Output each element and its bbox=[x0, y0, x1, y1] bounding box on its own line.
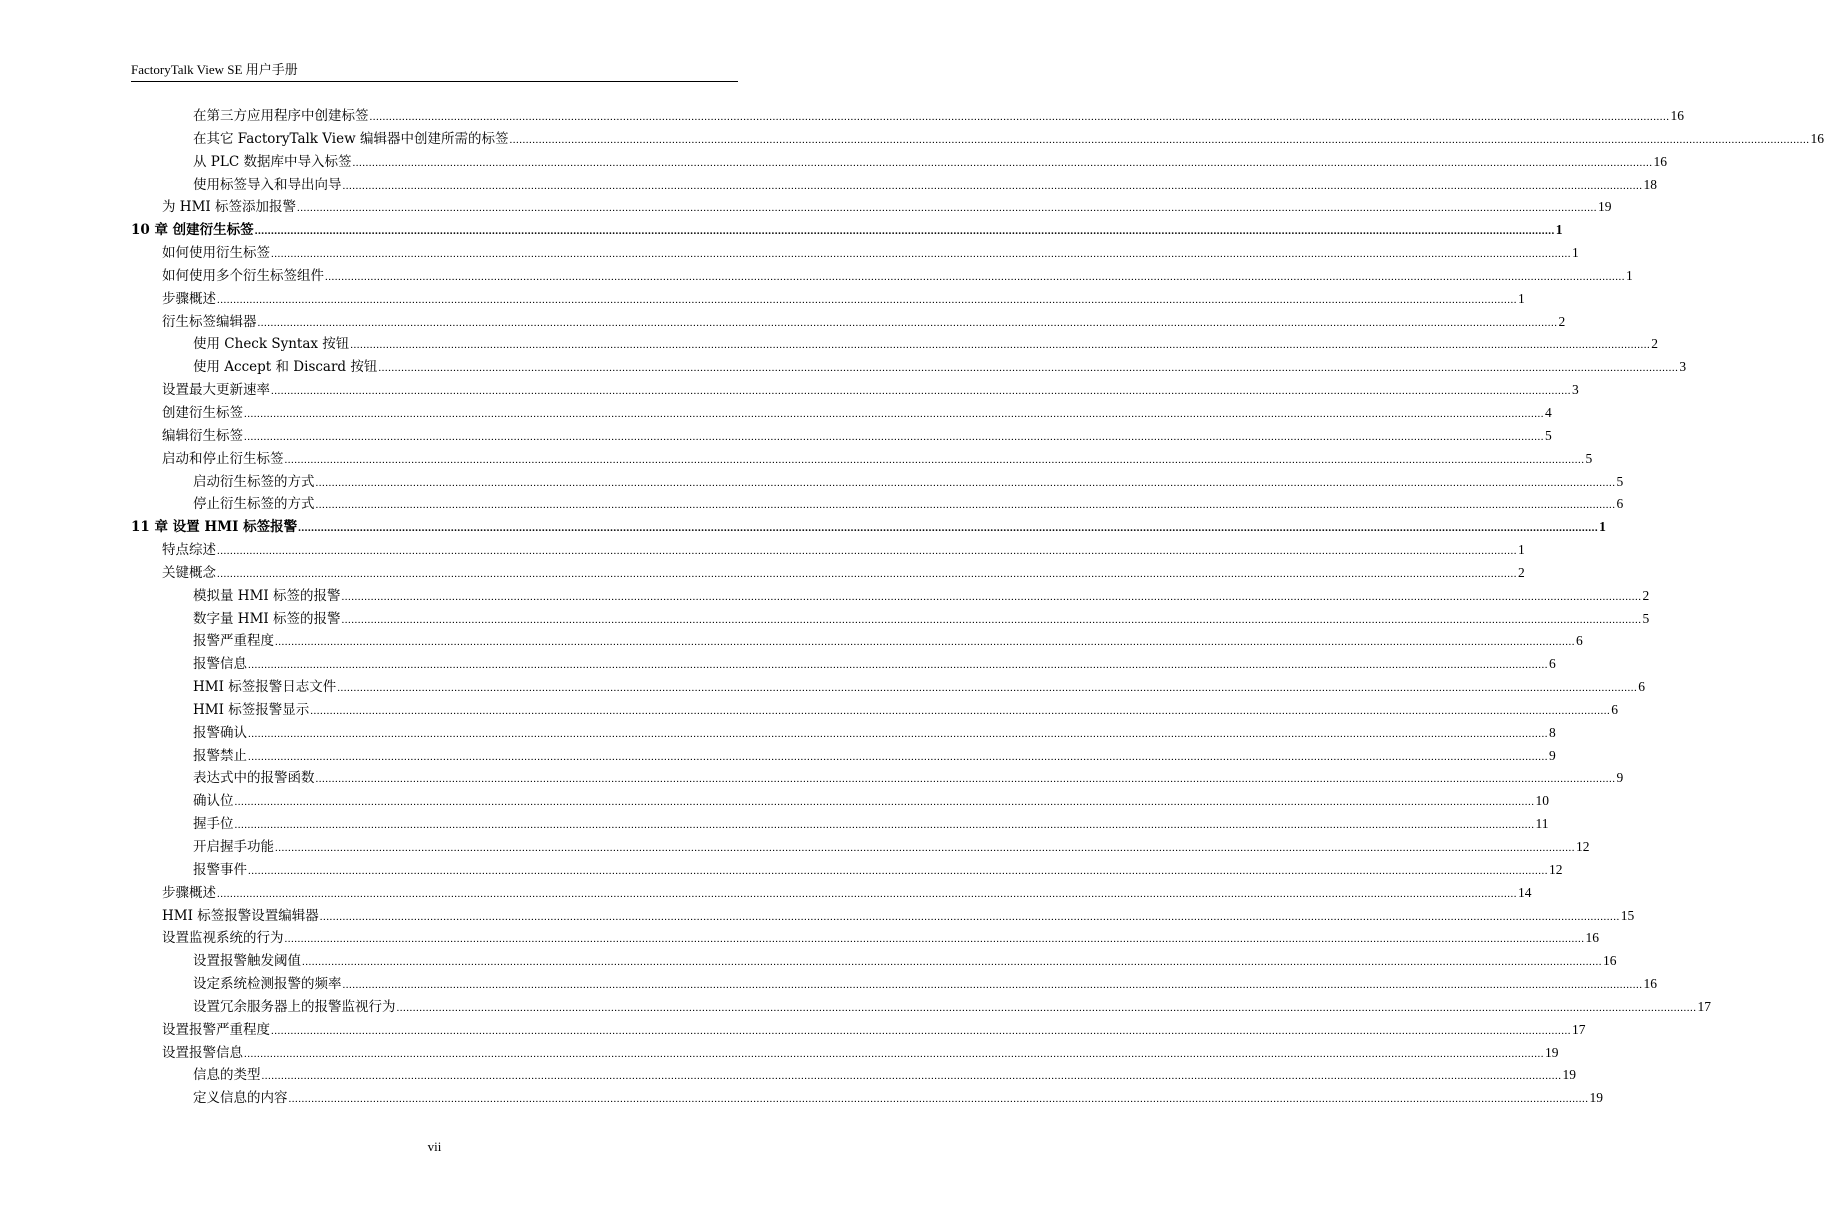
dot-leader: ................................................................................................................................................................................................................................................................................................................................................................................................................ bbox=[342, 979, 1643, 992]
toc-entry[interactable] bbox=[193, 790, 1549, 813]
toc-entry[interactable] bbox=[193, 973, 1657, 996]
toc-entry-title: 步骤概述 bbox=[162, 290, 216, 307]
toc-entry-page-number: 1 bbox=[1572, 245, 1579, 261]
toc-entry[interactable] bbox=[193, 1064, 1576, 1087]
toc-entry-title: 使用标签导入和导出向导 bbox=[193, 176, 342, 193]
toc-entry[interactable] bbox=[193, 174, 1657, 197]
dot-leader: ................................................................................................................................................................................................................................................................................................................................................................................................................ bbox=[315, 773, 1616, 786]
dot-leader: ................................................................................................................................................................................................................................................................................................................................................................................................................ bbox=[284, 453, 1585, 466]
toc-entry-title: 模拟量 HMI 标签的报警 bbox=[193, 587, 341, 604]
dot-leader: ................................................................................................................................................................................................................................................................................................................................................................................................................ bbox=[244, 407, 1544, 420]
toc-entry-title: 在其它 FactoryTalk View 编辑器中创建所需的标签 bbox=[193, 130, 509, 147]
toc-entry[interactable] bbox=[193, 151, 1667, 174]
header-rule bbox=[131, 81, 738, 82]
dot-leader: ................................................................................................................................................................................................................................................................................................................................................................................................................ bbox=[342, 179, 1643, 192]
toc-entry[interactable] bbox=[162, 242, 1579, 265]
toc-entry-title: HMI 标签报警显示 bbox=[193, 701, 310, 718]
toc-entry[interactable] bbox=[193, 676, 1645, 699]
dot-leader: ................................................................................................................................................................................................................................................................................................................................................................................................................ bbox=[350, 339, 1651, 352]
dot-leader: ................................................................................................................................................................................................................................................................................................................................................................................................................ bbox=[288, 1093, 1589, 1106]
dot-leader: ................................................................................................................................................................................................................................................................................................................................................................................................................ bbox=[234, 796, 1535, 809]
toc-entry-title: 为 HMI 标签添加报警 bbox=[162, 199, 297, 216]
toc-chapter-entry[interactable] bbox=[131, 219, 1563, 242]
toc-entry-title: 启动和停止衍生标签 bbox=[162, 450, 284, 467]
dot-leader: ................................................................................................................................................................................................................................................................................................................................................................................................................ bbox=[352, 156, 1653, 169]
toc-entry-page-number: 17 bbox=[1697, 998, 1711, 1014]
toc-entry-title: 报警信息 bbox=[193, 656, 247, 673]
dot-leader: ................................................................................................................................................................................................................................................................................................................................................................................................................ bbox=[378, 362, 1679, 375]
toc-entry-page-number: 16 bbox=[1585, 930, 1599, 946]
toc-entry-page-number: 6 bbox=[1549, 656, 1556, 672]
toc-entry-title: 设置最大更新速率 bbox=[162, 382, 270, 399]
toc-entry[interactable] bbox=[193, 653, 1556, 676]
toc-entry[interactable] bbox=[162, 402, 1552, 425]
dot-leader: ................................................................................................................................................................................................................................................................................................................................................................................................................ bbox=[217, 293, 1517, 306]
toc-entry-page-number: 3 bbox=[1572, 382, 1579, 398]
toc-entry[interactable] bbox=[162, 196, 1612, 219]
dot-leader: ................................................................................................................................................................................................................................................................................................................................................................................................................ bbox=[369, 111, 1670, 123]
toc-entry-title: HMI 标签报警日志文件 bbox=[193, 679, 337, 696]
toc-entry-page-number: 15 bbox=[1620, 907, 1635, 923]
dot-leader: ................................................................................................................................................................................................................................................................................................................................................................................................................ bbox=[319, 910, 1620, 923]
toc-entry-title: 如何使用衍生标签 bbox=[162, 245, 270, 262]
toc-entry-page-number: 17 bbox=[1572, 1021, 1586, 1037]
toc-entry[interactable] bbox=[193, 836, 1590, 859]
toc-entry-title: 报警事件 bbox=[193, 861, 247, 878]
dot-leader: ................................................................................................................................................................................................................................................................................................................................................................................................................ bbox=[302, 956, 1602, 969]
toc-entry-title: 定义信息的内容 bbox=[193, 1090, 288, 1107]
toc-entry-title: 表达式中的报警函数 bbox=[193, 770, 315, 787]
toc-entry-page-number: 3 bbox=[1679, 359, 1687, 375]
toc-entry-page-number: 19 bbox=[1562, 1067, 1576, 1083]
toc-entry-title: 编辑衍生标签 bbox=[162, 427, 243, 444]
toc-entry-page-number: 1 bbox=[1518, 542, 1525, 558]
toc-entry-page-number: 2 bbox=[1651, 336, 1659, 352]
toc-entry-page-number: 9 bbox=[1616, 770, 1624, 786]
toc-entry[interactable] bbox=[162, 288, 1525, 311]
toc-entry[interactable] bbox=[193, 333, 1659, 356]
toc-entry-title: HMI 标签报警设置编辑器 bbox=[162, 907, 319, 924]
toc-entry-page-number: 12 bbox=[1549, 861, 1563, 877]
dot-leader: ................................................................................................................................................................................................................................................................................................................................................................................................................ bbox=[217, 567, 1517, 580]
toc-entry-page-number: 2 bbox=[1518, 564, 1525, 580]
toc-entry-page-number: 6 bbox=[1616, 496, 1624, 512]
toc-entry-title: 停止衍生标签的方式 bbox=[193, 496, 315, 513]
toc-entry[interactable] bbox=[162, 265, 1633, 288]
toc-entry-page-number: 6 bbox=[1576, 633, 1583, 649]
toc-entry-title: 如何使用多个衍生标签组件 bbox=[162, 267, 324, 284]
toc-entry-page-number: 8 bbox=[1549, 724, 1556, 740]
toc-entry[interactable] bbox=[193, 105, 1684, 128]
toc-entry-page-number: 5 bbox=[1545, 427, 1552, 443]
dot-leader: ................................................................................................................................................................................................................................................................................................................................................................................................................ bbox=[337, 682, 1638, 695]
dot-leader: ................................................................................................................................................................................................................................................................................................................................................................................................................ bbox=[315, 476, 1616, 489]
toc-entry-title: 报警严重程度 bbox=[193, 633, 274, 650]
toc-entry-page-number: 5 bbox=[1642, 610, 1650, 626]
toc-entry-title: 信息的类型 bbox=[193, 1067, 261, 1084]
toc-entry-title: 步骤概述 bbox=[162, 884, 216, 901]
toc-entry[interactable] bbox=[193, 1087, 1603, 1110]
dot-leader: ................................................................................................................................................................................................................................................................................................................................................................................................................ bbox=[271, 248, 1571, 261]
toc-entry-title: 设定系统检测报警的频率 bbox=[193, 976, 342, 993]
toc-entry-page-number: 9 bbox=[1549, 747, 1556, 763]
toc-entry[interactable] bbox=[162, 882, 1532, 905]
dot-leader: ................................................................................................................................................................................................................................................................................................................................................................................................................ bbox=[509, 133, 1810, 146]
dot-leader: ................................................................................................................................................................................................................................................................................................................................................................................................................ bbox=[341, 590, 1642, 603]
toc-entry-page-number: 16 bbox=[1643, 976, 1657, 992]
dot-leader: ................................................................................................................................................................................................................................................................................................................................................................................................................ bbox=[244, 430, 1544, 443]
toc-entry-title: 确认位 bbox=[193, 793, 234, 810]
toc-entry-page-number: 12 bbox=[1576, 839, 1590, 854]
dot-leader: ................................................................................................................................................................................................................................................................................................................................................................................................................ bbox=[275, 842, 1575, 854]
dot-leader: ................................................................................................................................................................................................................................................................................................................................................................................................................ bbox=[310, 704, 1611, 717]
toc-entry-title: 设置报警严重程度 bbox=[162, 1021, 270, 1038]
toc-entry[interactable] bbox=[193, 630, 1583, 653]
toc-entry[interactable] bbox=[193, 950, 1617, 973]
toc-entry-page-number: 6 bbox=[1611, 701, 1618, 717]
toc-entry[interactable] bbox=[193, 767, 1624, 790]
toc-entry-page-number: 16 bbox=[1670, 108, 1684, 123]
toc-entry[interactable] bbox=[162, 539, 1525, 562]
toc-entry[interactable] bbox=[162, 1019, 1586, 1042]
page-number: vii bbox=[427, 1139, 442, 1154]
toc-entry-title: 设置报警信息 bbox=[162, 1044, 243, 1061]
toc-entry[interactable] bbox=[193, 608, 1650, 631]
dot-leader: ................................................................................................................................................................................................................................................................................................................................................................................................................ bbox=[315, 499, 1616, 512]
toc-entry-page-number: 19 bbox=[1589, 1090, 1603, 1106]
toc-entry-page-number: 14 bbox=[1518, 884, 1532, 900]
dot-leader: ................................................................................................................................................................................................................................................................................................................................................................................................................ bbox=[275, 636, 1575, 649]
toc-entry-title: 设置冗余服务器上的报警监视行为 bbox=[193, 998, 396, 1015]
dot-leader: ................................................................................................................................................................................................................................................................................................................................................................................................................ bbox=[248, 864, 1548, 877]
toc-entry[interactable] bbox=[193, 745, 1556, 768]
toc-entry[interactable] bbox=[193, 996, 1711, 1019]
toc-entry[interactable] bbox=[162, 927, 1599, 950]
toc-entry-page-number: 19 bbox=[1545, 1044, 1559, 1060]
toc-entry[interactable] bbox=[193, 356, 1687, 379]
toc-entry-page-number: 2 bbox=[1642, 587, 1650, 603]
dot-leader: ................................................................................................................................................................................................................................................................................................................................................................................................................ bbox=[341, 613, 1642, 626]
dot-leader: ................................................................................................................................................................................................................................................................................................................................................................................................................ bbox=[297, 202, 1598, 215]
toc-entry-page-number: 1 bbox=[1518, 290, 1525, 306]
toc-entry-title: 特点综述 bbox=[162, 542, 216, 559]
dot-leader: ................................................................................................................................................................................................................................................................................................................................................................................................................ bbox=[257, 316, 1558, 329]
toc-entry[interactable] bbox=[162, 1042, 1559, 1065]
toc-entry[interactable] bbox=[193, 128, 1824, 151]
dot-leader: ................................................................................................................................................................................................................................................................................................................................................................................................................ bbox=[217, 887, 1517, 900]
dot-leader: ................................................................................................................................................................................................................................................................................................................................................................................................................ bbox=[261, 1070, 1562, 1083]
toc-entry-page-number: 5 bbox=[1585, 450, 1593, 466]
toc-entry[interactable] bbox=[162, 905, 1635, 928]
toc-entry[interactable] bbox=[193, 471, 1624, 494]
toc-entry[interactable] bbox=[162, 311, 1566, 334]
toc-entry-page-number: 16 bbox=[1810, 130, 1824, 146]
toc-entry-title: 启动衍生标签的方式 bbox=[193, 473, 315, 490]
toc-entry[interactable] bbox=[193, 699, 1618, 722]
toc-entry-page-number: 1 bbox=[1599, 519, 1606, 535]
toc-entry-page-number: 19 bbox=[1598, 199, 1612, 215]
running-header: FactoryTalk View SE 用户手册 bbox=[131, 62, 298, 77]
toc-entry-page-number: 4 bbox=[1545, 404, 1552, 420]
toc-entry[interactable] bbox=[193, 493, 1624, 516]
toc-entry-page-number: 16 bbox=[1653, 153, 1667, 169]
toc-entry-page-number: 16 bbox=[1603, 953, 1617, 969]
dot-leader: ................................................................................................................................................................................................................................................................................................................................................................................................................ bbox=[254, 225, 1555, 238]
toc-entry[interactable] bbox=[193, 585, 1650, 608]
toc-entry-title: 在第三方应用程序中创建标签 bbox=[193, 108, 369, 124]
toc-entry-title: 报警禁止 bbox=[193, 747, 247, 764]
toc-entry-title: 握手位 bbox=[193, 816, 234, 833]
toc-entry[interactable] bbox=[162, 379, 1579, 402]
dot-leader: ................................................................................................................................................................................................................................................................................................................................................................................................................ bbox=[234, 819, 1535, 832]
toc-entry[interactable] bbox=[162, 448, 1593, 471]
toc-entry-page-number: 1 bbox=[1626, 267, 1633, 283]
toc-entry-page-number: 10 bbox=[1535, 793, 1549, 809]
toc-entry-title: 关键概念 bbox=[162, 564, 216, 581]
toc-entry-title: 衍生标签编辑器 bbox=[162, 313, 257, 330]
dot-leader: ................................................................................................................................................................................................................................................................................................................................................................................................................ bbox=[284, 933, 1585, 946]
toc-entry-page-number: 5 bbox=[1616, 473, 1624, 489]
toc-entry-title: 数字量 HMI 标签的报警 bbox=[193, 610, 341, 627]
toc-entry[interactable] bbox=[162, 425, 1552, 448]
toc-entry-title: 设置监视系统的行为 bbox=[162, 930, 284, 947]
toc-entry-title: 报警确认 bbox=[193, 724, 247, 741]
toc-entry-page-number: 1 bbox=[1555, 222, 1563, 238]
toc-entry[interactable] bbox=[193, 722, 1556, 745]
toc-entry-page-number: 2 bbox=[1558, 313, 1566, 329]
dot-leader: ................................................................................................................................................................................................................................................................................................................................................................................................................ bbox=[248, 750, 1548, 763]
dot-leader: ................................................................................................................................................................................................................................................................................................................................................................................................................ bbox=[271, 385, 1571, 398]
toc-entry-page-number: 11 bbox=[1535, 816, 1549, 832]
toc-entry-title: 10 章 创建衍生标签 bbox=[131, 222, 254, 239]
dot-leader: ................................................................................................................................................................................................................................................................................................................................................................................................................ bbox=[325, 270, 1625, 283]
dot-leader: ................................................................................................................................................................................................................................................................................................................................................................................................................ bbox=[298, 522, 1599, 535]
toc-entry-title: 11 章 设置 HMI 标签报警 bbox=[131, 519, 298, 536]
toc-entry[interactable] bbox=[162, 562, 1525, 585]
toc-entry[interactable] bbox=[193, 813, 1549, 836]
toc-entry-title: 使用 Check Syntax 按钮 bbox=[193, 336, 350, 353]
toc-entry-page-number: 18 bbox=[1643, 176, 1657, 192]
toc-entry-title: 创建衍生标签 bbox=[162, 404, 243, 421]
toc-entry-title: 设置报警触发阈值 bbox=[193, 953, 301, 970]
toc-entry-title: 开启握手功能 bbox=[193, 839, 274, 855]
table-of-contents bbox=[0, 105, 1824, 1110]
dot-leader: ................................................................................................................................................................................................................................................................................................................................................................................................................ bbox=[248, 659, 1548, 672]
dot-leader: ................................................................................................................................................................................................................................................................................................................................................................................................................ bbox=[248, 727, 1548, 740]
dot-leader: ................................................................................................................................................................................................................................................................................................................................................................................................................ bbox=[271, 1024, 1571, 1037]
toc-entry-title: 从 PLC 数据库中导入标签 bbox=[193, 153, 352, 170]
dot-leader: ................................................................................................................................................................................................................................................................................................................................................................................................................ bbox=[217, 545, 1517, 558]
toc-entry-page-number: 6 bbox=[1638, 679, 1645, 695]
toc-entry[interactable] bbox=[193, 859, 1563, 882]
dot-leader: ................................................................................................................................................................................................................................................................................................................................................................................................................ bbox=[396, 1001, 1697, 1014]
toc-entry-title: 使用 Accept 和 Discard 按钮 bbox=[193, 359, 378, 376]
dot-leader: ................................................................................................................................................................................................................................................................................................................................................................................................................ bbox=[244, 1047, 1544, 1060]
toc-chapter-entry[interactable] bbox=[131, 516, 1606, 539]
